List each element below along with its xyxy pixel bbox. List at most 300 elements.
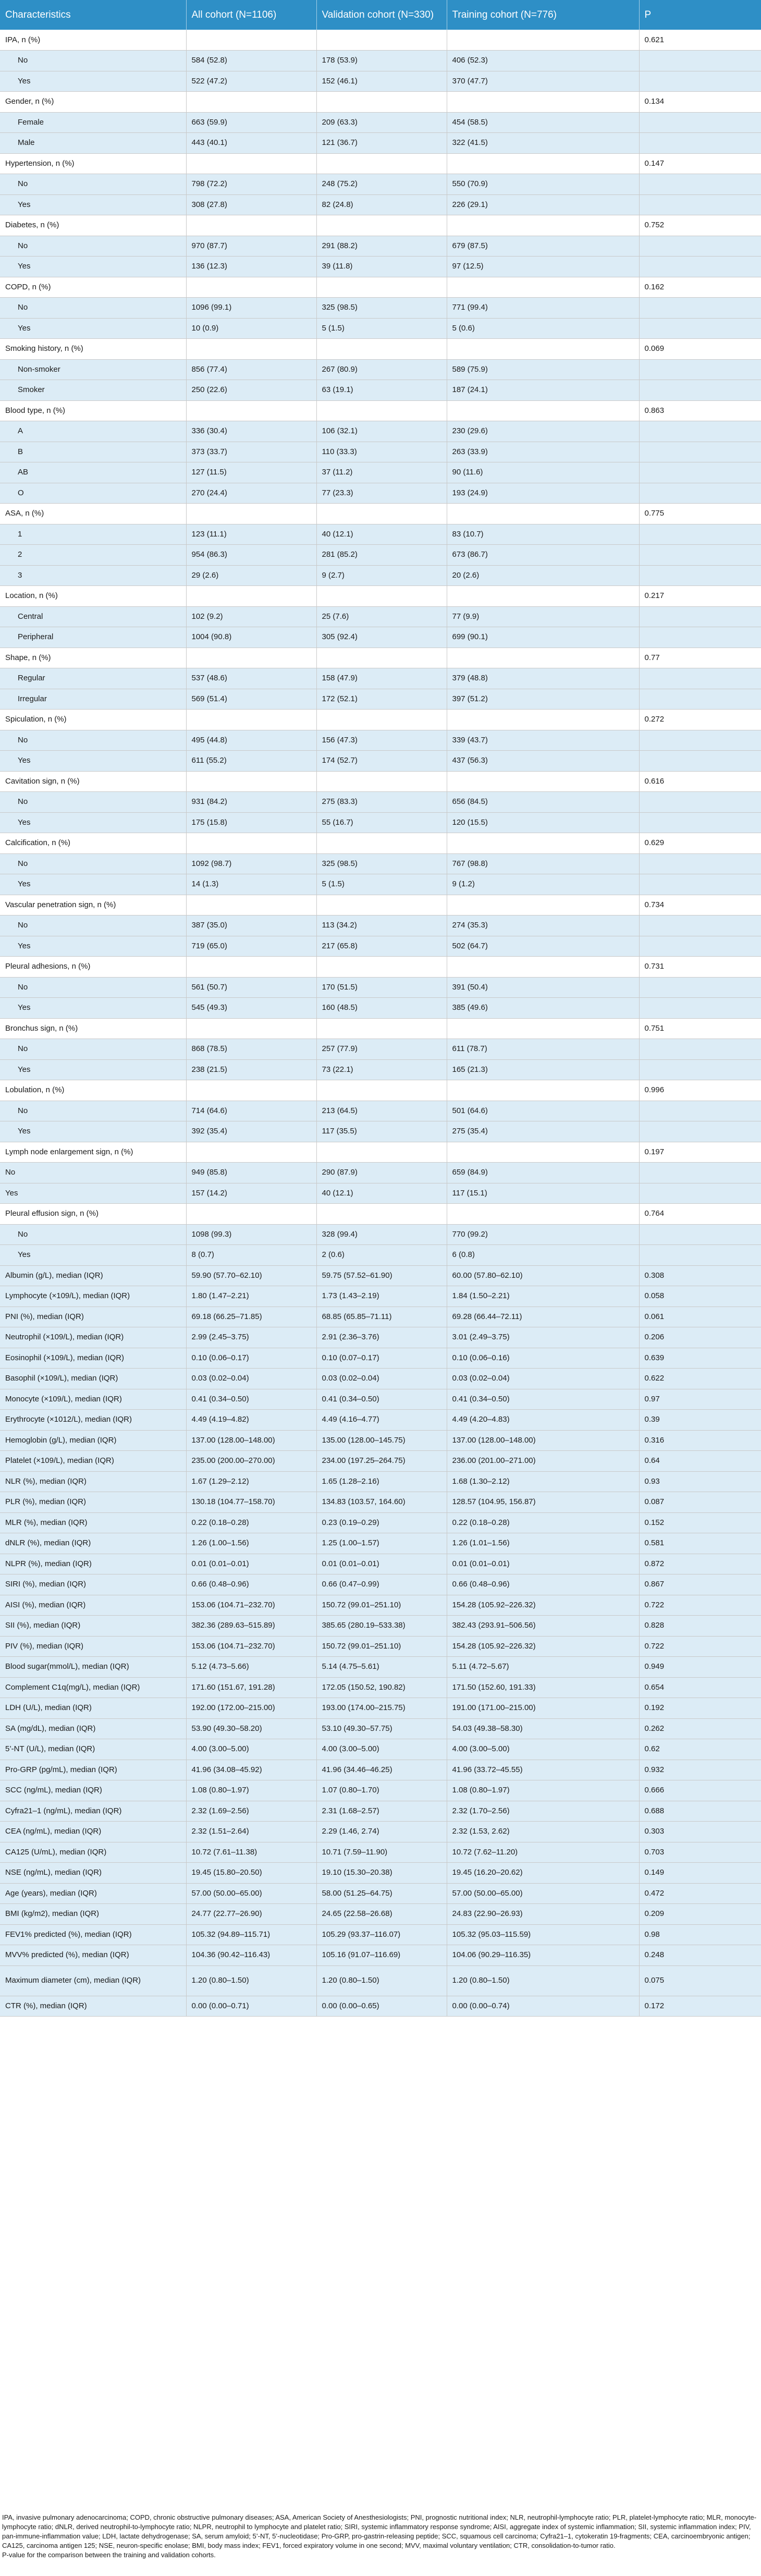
p-value-cell: 0.872 — [639, 1554, 761, 1574]
training-cohort-cell: 83 (10.7) — [447, 524, 639, 545]
characteristic-cell: 5’-NT (U/L), median (IQR) — [0, 1739, 186, 1760]
all-cohort-cell — [186, 153, 316, 174]
table-row — [0, 1945, 761, 1966]
table-row — [0, 1039, 761, 1060]
table-row — [0, 1121, 761, 1142]
all-cohort-cell — [186, 833, 316, 854]
validation-cohort-cell: 134.83 (103.57, 164.60) — [316, 1492, 447, 1513]
all-cohort-cell: 41.96 (34.08–45.92) — [186, 1760, 316, 1780]
section-row — [0, 895, 761, 915]
validation-cohort-cell: 73 (22.1) — [316, 1059, 447, 1080]
characteristic-cell: Yes — [0, 1245, 186, 1266]
all-cohort-cell — [186, 277, 316, 298]
characteristic-cell: No — [0, 236, 186, 257]
all-cohort-cell: 157 (14.2) — [186, 1183, 316, 1204]
training-cohort-cell — [447, 1018, 639, 1039]
all-cohort-cell — [186, 586, 316, 607]
validation-cohort-cell: 106 (32.1) — [316, 421, 447, 442]
validation-cohort-cell: 5 (1.5) — [316, 874, 447, 895]
characteristic-cell: Pro-GRP (pg/mL), median (IQR) — [0, 1760, 186, 1780]
characteristic-cell: Vascular penetration sign, n (%) — [0, 895, 186, 915]
training-cohort-cell — [447, 1204, 639, 1225]
characteristic-cell: NLR (%), median (IQR) — [0, 1471, 186, 1492]
validation-cohort-cell: 0.41 (0.34–0.50) — [316, 1389, 447, 1410]
p-value-cell: 0.722 — [639, 1595, 761, 1616]
table-row — [0, 1369, 761, 1389]
validation-cohort-cell — [316, 215, 447, 236]
validation-cohort-cell: 53.10 (49.30–57.75) — [316, 1718, 447, 1739]
training-cohort-cell: 1.08 (0.80–1.97) — [447, 1780, 639, 1801]
all-cohort-cell — [186, 957, 316, 978]
all-cohort-cell: 714 (64.6) — [186, 1101, 316, 1121]
p-value-cell — [639, 359, 761, 380]
p-value-cell — [639, 257, 761, 277]
training-cohort-cell: 0.66 (0.48–0.96) — [447, 1574, 639, 1595]
table-row — [0, 1224, 761, 1245]
characteristic-cell: Yes — [0, 318, 186, 339]
characteristic-cell: Albumin (g/L), median (IQR) — [0, 1265, 186, 1286]
p-value-cell: 0.77 — [639, 648, 761, 668]
training-cohort-cell: 1.68 (1.30–2.12) — [447, 1471, 639, 1492]
header-p-value: P — [644, 9, 652, 20]
all-cohort-cell — [186, 1080, 316, 1101]
table-row — [0, 1307, 761, 1327]
table-row — [0, 524, 761, 545]
all-cohort-cell — [186, 30, 316, 51]
validation-cohort-cell: 10.71 (7.59–11.90) — [316, 1842, 447, 1863]
characteristic-cell: Central — [0, 606, 186, 627]
p-value-cell — [639, 853, 761, 874]
all-cohort-cell: 868 (78.5) — [186, 1039, 316, 1060]
section-row — [0, 153, 761, 174]
p-value-cell — [639, 1121, 761, 1142]
table-row — [0, 51, 761, 71]
all-cohort-cell: 10.72 (7.61–11.38) — [186, 1842, 316, 1863]
table-row — [0, 812, 761, 833]
header-validation-cohort: Validation cohort (N=330) — [316, 0, 447, 30]
characteristic-cell: Yes — [0, 71, 186, 92]
characteristic-cell: CEA (ng/mL), median (IQR) — [0, 1822, 186, 1842]
training-cohort-cell: 679 (87.5) — [447, 236, 639, 257]
all-cohort-cell: 69.18 (66.25–71.85) — [186, 1307, 316, 1327]
table-row — [0, 483, 761, 504]
p-value-cell — [639, 1183, 761, 1204]
characteristic-cell: NSE (ng/mL), median (IQR) — [0, 1863, 186, 1884]
table-row — [0, 380, 761, 401]
training-cohort-cell — [447, 957, 639, 978]
p-value-cell: 0.581 — [639, 1533, 761, 1554]
characteristic-cell: Non-smoker — [0, 359, 186, 380]
all-cohort-cell: 153.06 (104.71–232.70) — [186, 1595, 316, 1616]
p-value-cell: 0.654 — [639, 1677, 761, 1698]
all-cohort-cell: 569 (51.4) — [186, 689, 316, 710]
validation-cohort-cell: 325 (98.5) — [316, 298, 447, 319]
all-cohort-cell: 0.22 (0.18–0.28) — [186, 1512, 316, 1533]
validation-cohort-cell: 248 (75.2) — [316, 174, 447, 195]
all-cohort-cell: 1.80 (1.47–2.21) — [186, 1286, 316, 1307]
all-cohort-cell: 0.03 (0.02–0.04) — [186, 1369, 316, 1389]
p-value-cell: 0.751 — [639, 1018, 761, 1039]
table-row — [0, 1389, 761, 1410]
training-cohort-cell: 611 (78.7) — [447, 1039, 639, 1060]
table-header-row — [0, 0, 761, 30]
p-value-cell: 0.316 — [639, 1430, 761, 1451]
p-value-cell: 0.64 — [639, 1451, 761, 1472]
training-cohort-cell — [447, 1142, 639, 1163]
p-value-cell: 0.764 — [639, 1204, 761, 1225]
characteristic-cell: Yes — [0, 194, 186, 215]
p-value-cell: 0.149 — [639, 1863, 761, 1884]
characteristic-cell: Hypertension, n (%) — [0, 153, 186, 174]
p-value-cell — [639, 133, 761, 154]
section-row — [0, 92, 761, 113]
training-cohort-cell: 771 (99.4) — [447, 298, 639, 319]
validation-cohort-cell: 55 (16.7) — [316, 812, 447, 833]
table-body — [0, 30, 761, 2017]
table-row — [0, 421, 761, 442]
all-cohort-cell: 5.12 (4.73–5.66) — [186, 1657, 316, 1678]
characteristic-cell: 2 — [0, 545, 186, 566]
validation-cohort-cell: 37 (11.2) — [316, 462, 447, 483]
table-row — [0, 936, 761, 957]
training-cohort-cell: 673 (86.7) — [447, 545, 639, 566]
training-cohort-cell: 589 (75.9) — [447, 359, 639, 380]
validation-cohort-cell: 172 (52.1) — [316, 689, 447, 710]
training-cohort-cell: 3.01 (2.49–3.75) — [447, 1327, 639, 1348]
validation-cohort-cell: 9 (2.7) — [316, 565, 447, 586]
validation-cohort-cell: 39 (11.8) — [316, 257, 447, 277]
training-cohort-cell: 406 (52.3) — [447, 51, 639, 71]
validation-cohort-cell: 2.91 (2.36–3.76) — [316, 1327, 447, 1348]
characteristic-cell: Regular — [0, 668, 186, 689]
section-row — [0, 648, 761, 668]
validation-cohort-cell: 24.65 (22.58–26.68) — [316, 1904, 447, 1925]
characteristic-cell: Male — [0, 133, 186, 154]
validation-cohort-cell: 1.07 (0.80–1.70) — [316, 1780, 447, 1801]
all-cohort-cell: 238 (21.5) — [186, 1059, 316, 1080]
training-cohort-cell: 385 (49.6) — [447, 998, 639, 1019]
validation-cohort-cell — [316, 771, 447, 792]
training-cohort-cell: 4.49 (4.20–4.83) — [447, 1410, 639, 1431]
table-row — [0, 1183, 761, 1204]
table-row — [0, 545, 761, 566]
validation-cohort-cell: 328 (99.4) — [316, 1224, 447, 1245]
p-value-cell: 0.069 — [639, 339, 761, 360]
p-value-cell: 0.472 — [639, 1883, 761, 1904]
validation-cohort-cell: 113 (34.2) — [316, 915, 447, 936]
validation-cohort-cell: 68.85 (65.85–71.11) — [316, 1307, 447, 1327]
training-cohort-cell: 154.28 (105.92–226.32) — [447, 1636, 639, 1657]
table-row — [0, 462, 761, 483]
training-cohort-cell: 104.06 (90.29–116.35) — [447, 1945, 639, 1966]
validation-cohort-cell: 0.00 (0.00–0.65) — [316, 1996, 447, 2017]
characteristic-cell: B — [0, 442, 186, 462]
characteristic-cell: SCC (ng/mL), median (IQR) — [0, 1780, 186, 1801]
p-value-cell — [639, 51, 761, 71]
all-cohort-cell: 382.36 (289.63–515.89) — [186, 1616, 316, 1637]
all-cohort-cell: 175 (15.8) — [186, 812, 316, 833]
all-cohort-cell: 192.00 (172.00–215.00) — [186, 1698, 316, 1719]
all-cohort-cell: 931 (84.2) — [186, 792, 316, 813]
training-cohort-cell: 656 (84.5) — [447, 792, 639, 813]
characteristic-cell: BMI (kg/m2), median (IQR) — [0, 1904, 186, 1925]
p-value-cell: 0.867 — [639, 1574, 761, 1595]
table-row — [0, 1616, 761, 1637]
characteristic-cell: Platelet (×109/L), median (IQR) — [0, 1451, 186, 1472]
all-cohort-cell — [186, 1142, 316, 1163]
validation-cohort-cell — [316, 339, 447, 360]
training-cohort-cell — [447, 833, 639, 854]
p-value-cell: 0.93 — [639, 1471, 761, 1492]
table-row — [0, 1286, 761, 1307]
characteristic-cell: Smoking history, n (%) — [0, 339, 186, 360]
all-cohort-cell: 1.26 (1.00–1.56) — [186, 1533, 316, 1554]
validation-cohort-cell: 267 (80.9) — [316, 359, 447, 380]
characteristic-cell: PLR (%), median (IQR) — [0, 1492, 186, 1513]
characteristic-cell: Erythrocyte (×1012/L), median (IQR) — [0, 1410, 186, 1431]
characteristic-cell: Age (years), median (IQR) — [0, 1883, 186, 1904]
characteristic-cell: Gender, n (%) — [0, 92, 186, 113]
validation-cohort-cell: 40 (12.1) — [316, 1183, 447, 1204]
validation-cohort-cell: 158 (47.9) — [316, 668, 447, 689]
all-cohort-cell: 29 (2.6) — [186, 565, 316, 586]
validation-cohort-cell — [316, 504, 447, 524]
training-cohort-cell: 501 (64.6) — [447, 1101, 639, 1121]
section-row — [0, 1080, 761, 1101]
validation-cohort-cell: 4.49 (4.16–4.77) — [316, 1410, 447, 1431]
training-cohort-cell: 379 (48.8) — [447, 668, 639, 689]
table-row — [0, 1965, 761, 1996]
all-cohort-cell: 2.99 (2.45–3.75) — [186, 1327, 316, 1348]
validation-cohort-cell: 41.96 (34.46–46.25) — [316, 1760, 447, 1780]
training-cohort-cell: 502 (64.7) — [447, 936, 639, 957]
all-cohort-cell — [186, 648, 316, 668]
all-cohort-cell: 373 (33.7) — [186, 442, 316, 462]
characteristic-cell: 3 — [0, 565, 186, 586]
training-cohort-cell: 0.01 (0.01–0.01) — [447, 1554, 639, 1574]
validation-cohort-cell — [316, 92, 447, 113]
table-row — [0, 1718, 761, 1739]
p-value-cell — [639, 194, 761, 215]
all-cohort-cell: 153.06 (104.71–232.70) — [186, 1636, 316, 1657]
p-value-cell — [639, 545, 761, 566]
p-value-cell: 0.209 — [639, 1904, 761, 1925]
validation-cohort-cell: 2.31 (1.68–2.57) — [316, 1801, 447, 1822]
section-row — [0, 277, 761, 298]
training-cohort-cell — [447, 92, 639, 113]
validation-cohort-cell: 2.29 (1.46, 2.74) — [316, 1822, 447, 1842]
validation-cohort-cell: 172.05 (150.52, 190.82) — [316, 1677, 447, 1698]
training-cohort-cell: 57.00 (50.00–65.00) — [447, 1883, 639, 1904]
validation-cohort-cell: 25 (7.6) — [316, 606, 447, 627]
characteristic-cell: No — [0, 730, 186, 751]
table-row — [0, 627, 761, 648]
table-row — [0, 1348, 761, 1369]
table-row — [0, 1863, 761, 1884]
all-cohort-cell: 387 (35.0) — [186, 915, 316, 936]
all-cohort-cell: 1096 (99.1) — [186, 298, 316, 319]
table-row — [0, 1822, 761, 1842]
training-cohort-cell: 165 (21.3) — [447, 1059, 639, 1080]
p-value-cell: 0.308 — [639, 1265, 761, 1286]
all-cohort-cell: 2.32 (1.69–2.56) — [186, 1801, 316, 1822]
p-value-cell — [639, 977, 761, 998]
validation-cohort-cell: 213 (64.5) — [316, 1101, 447, 1121]
p-value-cell: 0.863 — [639, 400, 761, 421]
training-cohort-cell: 20 (2.6) — [447, 565, 639, 586]
training-cohort-cell — [447, 400, 639, 421]
table-row — [0, 1574, 761, 1595]
characteristic-cell: CTR (%), median (IQR) — [0, 1996, 186, 2017]
section-row — [0, 710, 761, 730]
table-row — [0, 874, 761, 895]
p-value-cell — [639, 1059, 761, 1080]
training-cohort-cell: 5 (0.6) — [447, 318, 639, 339]
training-cohort-cell: 339 (43.7) — [447, 730, 639, 751]
training-cohort-cell: 382.43 (293.91–506.56) — [447, 1616, 639, 1637]
all-cohort-cell: 537 (48.6) — [186, 668, 316, 689]
all-cohort-cell: 127 (11.5) — [186, 462, 316, 483]
validation-cohort-cell: 385.65 (280.19–533.38) — [316, 1616, 447, 1637]
training-cohort-cell: 2.32 (1.70–2.56) — [447, 1801, 639, 1822]
section-row — [0, 771, 761, 792]
all-cohort-cell: 308 (27.8) — [186, 194, 316, 215]
p-value-cell: 0.262 — [639, 1718, 761, 1739]
validation-cohort-cell: 257 (77.9) — [316, 1039, 447, 1060]
table-row — [0, 442, 761, 462]
p-value-cell — [639, 298, 761, 319]
p-value-cell: 0.272 — [639, 710, 761, 730]
all-cohort-cell: 59.90 (57.70–62.10) — [186, 1265, 316, 1286]
validation-cohort-cell: 234.00 (197.25–264.75) — [316, 1451, 447, 1472]
characteristic-cell: No — [0, 298, 186, 319]
p-value-cell: 0.162 — [639, 277, 761, 298]
validation-cohort-cell — [316, 1142, 447, 1163]
header-characteristics: Characteristics — [0, 0, 186, 30]
table-row — [0, 1883, 761, 1904]
training-cohort-cell: 699 (90.1) — [447, 627, 639, 648]
all-cohort-cell: 171.60 (151.67, 191.28) — [186, 1677, 316, 1698]
p-value-cell — [639, 751, 761, 772]
validation-cohort-cell — [316, 1018, 447, 1039]
training-cohort-cell — [447, 215, 639, 236]
characteristic-cell: Irregular — [0, 689, 186, 710]
table-row — [0, 1842, 761, 1863]
training-cohort-cell: 117 (15.1) — [447, 1183, 639, 1204]
training-cohort-cell: 191.00 (171.00–215.00) — [447, 1698, 639, 1719]
table-row — [0, 1492, 761, 1513]
p-value-cell: 0.996 — [639, 1080, 761, 1101]
all-cohort-cell — [186, 895, 316, 915]
section-row — [0, 1204, 761, 1225]
characteristic-cell: Bronchus sign, n (%) — [0, 1018, 186, 1039]
all-cohort-cell: 137.00 (128.00–148.00) — [186, 1430, 316, 1451]
characteristic-cell: MVV% predicted (%), median (IQR) — [0, 1945, 186, 1966]
characteristic-cell: Hemoglobin (g/L), median (IQR) — [0, 1430, 186, 1451]
p-value-cell — [639, 71, 761, 92]
p-value-cell: 0.248 — [639, 1945, 761, 1966]
characteristic-cell: No — [0, 977, 186, 998]
all-cohort-cell: 1004 (90.8) — [186, 627, 316, 648]
characteristic-cell: CA125 (U/mL), median (IQR) — [0, 1842, 186, 1863]
training-cohort-cell: 77 (9.9) — [447, 606, 639, 627]
table-row — [0, 1780, 761, 1801]
all-cohort-cell — [186, 92, 316, 113]
characteristic-cell: FEV1% predicted (%), median (IQR) — [0, 1924, 186, 1945]
p-value-cell: 0.688 — [639, 1801, 761, 1822]
training-cohort-cell — [447, 895, 639, 915]
footnote-pvalue: P-value for the comparison between the training and validation cohorts. — [2, 2551, 216, 2559]
table-row — [0, 792, 761, 813]
p-value-cell: 0.134 — [639, 92, 761, 113]
all-cohort-cell: 545 (49.3) — [186, 998, 316, 1019]
table-row — [0, 298, 761, 319]
training-cohort-cell — [447, 1080, 639, 1101]
training-cohort-cell: 226 (29.1) — [447, 194, 639, 215]
table-row — [0, 1471, 761, 1492]
validation-cohort-cell: 290 (87.9) — [316, 1163, 447, 1183]
validation-cohort-cell: 0.03 (0.02–0.04) — [316, 1369, 447, 1389]
validation-cohort-cell: 19.10 (15.30–20.38) — [316, 1863, 447, 1884]
training-cohort-cell: 187 (24.1) — [447, 380, 639, 401]
training-cohort-cell: 767 (98.8) — [447, 853, 639, 874]
p-value-cell — [639, 1224, 761, 1245]
characteristic-cell: SIRI (%), median (IQR) — [0, 1574, 186, 1595]
characteristic-cell: No — [0, 1224, 186, 1245]
characteristic-cell: AB — [0, 462, 186, 483]
training-cohort-cell: 54.03 (49.38–58.30) — [447, 1718, 639, 1739]
characteristic-cell: Blood type, n (%) — [0, 400, 186, 421]
all-cohort-cell: 970 (87.7) — [186, 236, 316, 257]
all-cohort-cell: 102 (9.2) — [186, 606, 316, 627]
table-row — [0, 853, 761, 874]
p-value-cell: 0.734 — [639, 895, 761, 915]
table-row — [0, 1554, 761, 1574]
p-value-cell — [639, 812, 761, 833]
characteristic-cell: Calcification, n (%) — [0, 833, 186, 854]
training-cohort-cell: 5.11 (4.72–5.67) — [447, 1657, 639, 1678]
validation-cohort-cell: 0.66 (0.47–0.99) — [316, 1574, 447, 1595]
section-row — [0, 957, 761, 978]
validation-cohort-cell — [316, 648, 447, 668]
table-row — [0, 1163, 761, 1183]
characteristic-cell: Female — [0, 112, 186, 133]
table-row — [0, 1924, 761, 1945]
all-cohort-cell: 584 (52.8) — [186, 51, 316, 71]
validation-cohort-cell: 0.23 (0.19–0.29) — [316, 1512, 447, 1533]
all-cohort-cell: 949 (85.8) — [186, 1163, 316, 1183]
p-value-cell: 0.087 — [639, 1492, 761, 1513]
p-value-cell: 0.722 — [639, 1636, 761, 1657]
characteristic-cell: Yes — [0, 1183, 186, 1204]
all-cohort-cell: 611 (55.2) — [186, 751, 316, 772]
all-cohort-cell — [186, 339, 316, 360]
p-value-cell — [639, 380, 761, 401]
validation-cohort-cell — [316, 833, 447, 854]
all-cohort-cell: 1.67 (1.29–2.12) — [186, 1471, 316, 1492]
p-value-cell — [639, 627, 761, 648]
all-cohort-cell: 10 (0.9) — [186, 318, 316, 339]
p-value-cell: 0.622 — [639, 1369, 761, 1389]
p-value-cell — [639, 462, 761, 483]
validation-cohort-cell: 4.00 (3.00–5.00) — [316, 1739, 447, 1760]
p-value-cell — [639, 483, 761, 504]
all-cohort-cell: 270 (24.4) — [186, 483, 316, 504]
table-row — [0, 318, 761, 339]
characteristic-cell: Pleural effusion sign, n (%) — [0, 1204, 186, 1225]
validation-cohort-cell: 1.73 (1.43–2.19) — [316, 1286, 447, 1307]
training-cohort-cell: 193 (24.9) — [447, 483, 639, 504]
